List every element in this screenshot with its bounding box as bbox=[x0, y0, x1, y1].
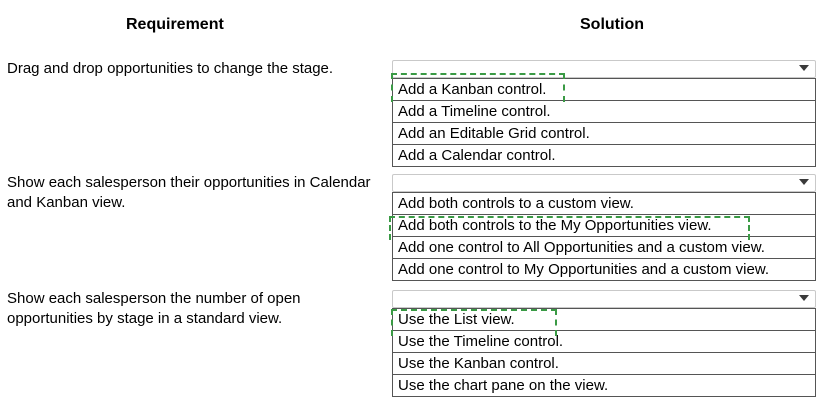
option-label: Add both controls to the My Opportunities view. bbox=[398, 217, 712, 234]
solution-3-option-4[interactable] bbox=[393, 374, 815, 396]
option-label: Use the Timeline control. bbox=[398, 333, 564, 350]
solution-1-options bbox=[392, 78, 816, 167]
solution-3-dropdown[interactable] bbox=[392, 290, 816, 397]
solution-1-option-4[interactable] bbox=[393, 144, 815, 166]
solution-2-option-2[interactable] bbox=[393, 214, 815, 236]
solution-3-option-1[interactable] bbox=[393, 308, 815, 330]
solution-1-select[interactable] bbox=[392, 60, 816, 78]
requirement-2-text: Show each salesperson their opportunities in Calendar and Kanban view. bbox=[7, 174, 371, 211]
option-label: Add a Kanban control. bbox=[398, 81, 547, 98]
solution-3-option-3[interactable] bbox=[393, 352, 815, 374]
solution-header: Solution bbox=[580, 16, 644, 33]
solution-2-options bbox=[392, 192, 816, 281]
solution-3-option-2[interactable] bbox=[393, 330, 815, 352]
option-label: Add both controls to a custom view. bbox=[398, 195, 634, 212]
solution-3-options bbox=[392, 308, 816, 397]
option-label: Add one control to All Opportunities and a custom view. bbox=[398, 239, 765, 256]
solution-1-option-2[interactable] bbox=[393, 100, 815, 122]
requirement-1-text: Drag and drop opportunities to change the stage. bbox=[7, 60, 334, 77]
chevron-down-icon bbox=[799, 295, 809, 301]
option-label: Use the chart pane on the view. bbox=[398, 377, 609, 394]
option-label: Add a Timeline control. bbox=[398, 103, 551, 120]
requirement-3-text: Show each salesperson the number of open opportunities by stage in a standard view. bbox=[7, 290, 301, 327]
solution-1-option-3[interactable] bbox=[393, 122, 815, 144]
option-label: Use the List view. bbox=[398, 311, 515, 328]
option-label: Add an Editable Grid control. bbox=[398, 125, 590, 142]
requirement-header: Requirement bbox=[126, 16, 224, 33]
chevron-down-icon bbox=[799, 65, 809, 71]
solution-2-option-4[interactable] bbox=[393, 258, 815, 280]
solution-1-dropdown[interactable] bbox=[392, 60, 816, 167]
solution-2-select[interactable] bbox=[392, 174, 816, 192]
solution-2-option-1[interactable] bbox=[393, 192, 815, 214]
solution-2-option-3[interactable] bbox=[393, 236, 815, 258]
option-label: Use the Kanban control. bbox=[398, 355, 559, 372]
option-label: Add a Calendar control. bbox=[398, 147, 556, 164]
solution-2-dropdown[interactable] bbox=[392, 174, 816, 281]
solution-1-option-1[interactable] bbox=[393, 78, 815, 100]
option-label: Add one control to My Opportunities and a custom view. bbox=[398, 261, 770, 278]
chevron-down-icon bbox=[799, 179, 809, 185]
solution-3-select[interactable] bbox=[392, 290, 816, 308]
